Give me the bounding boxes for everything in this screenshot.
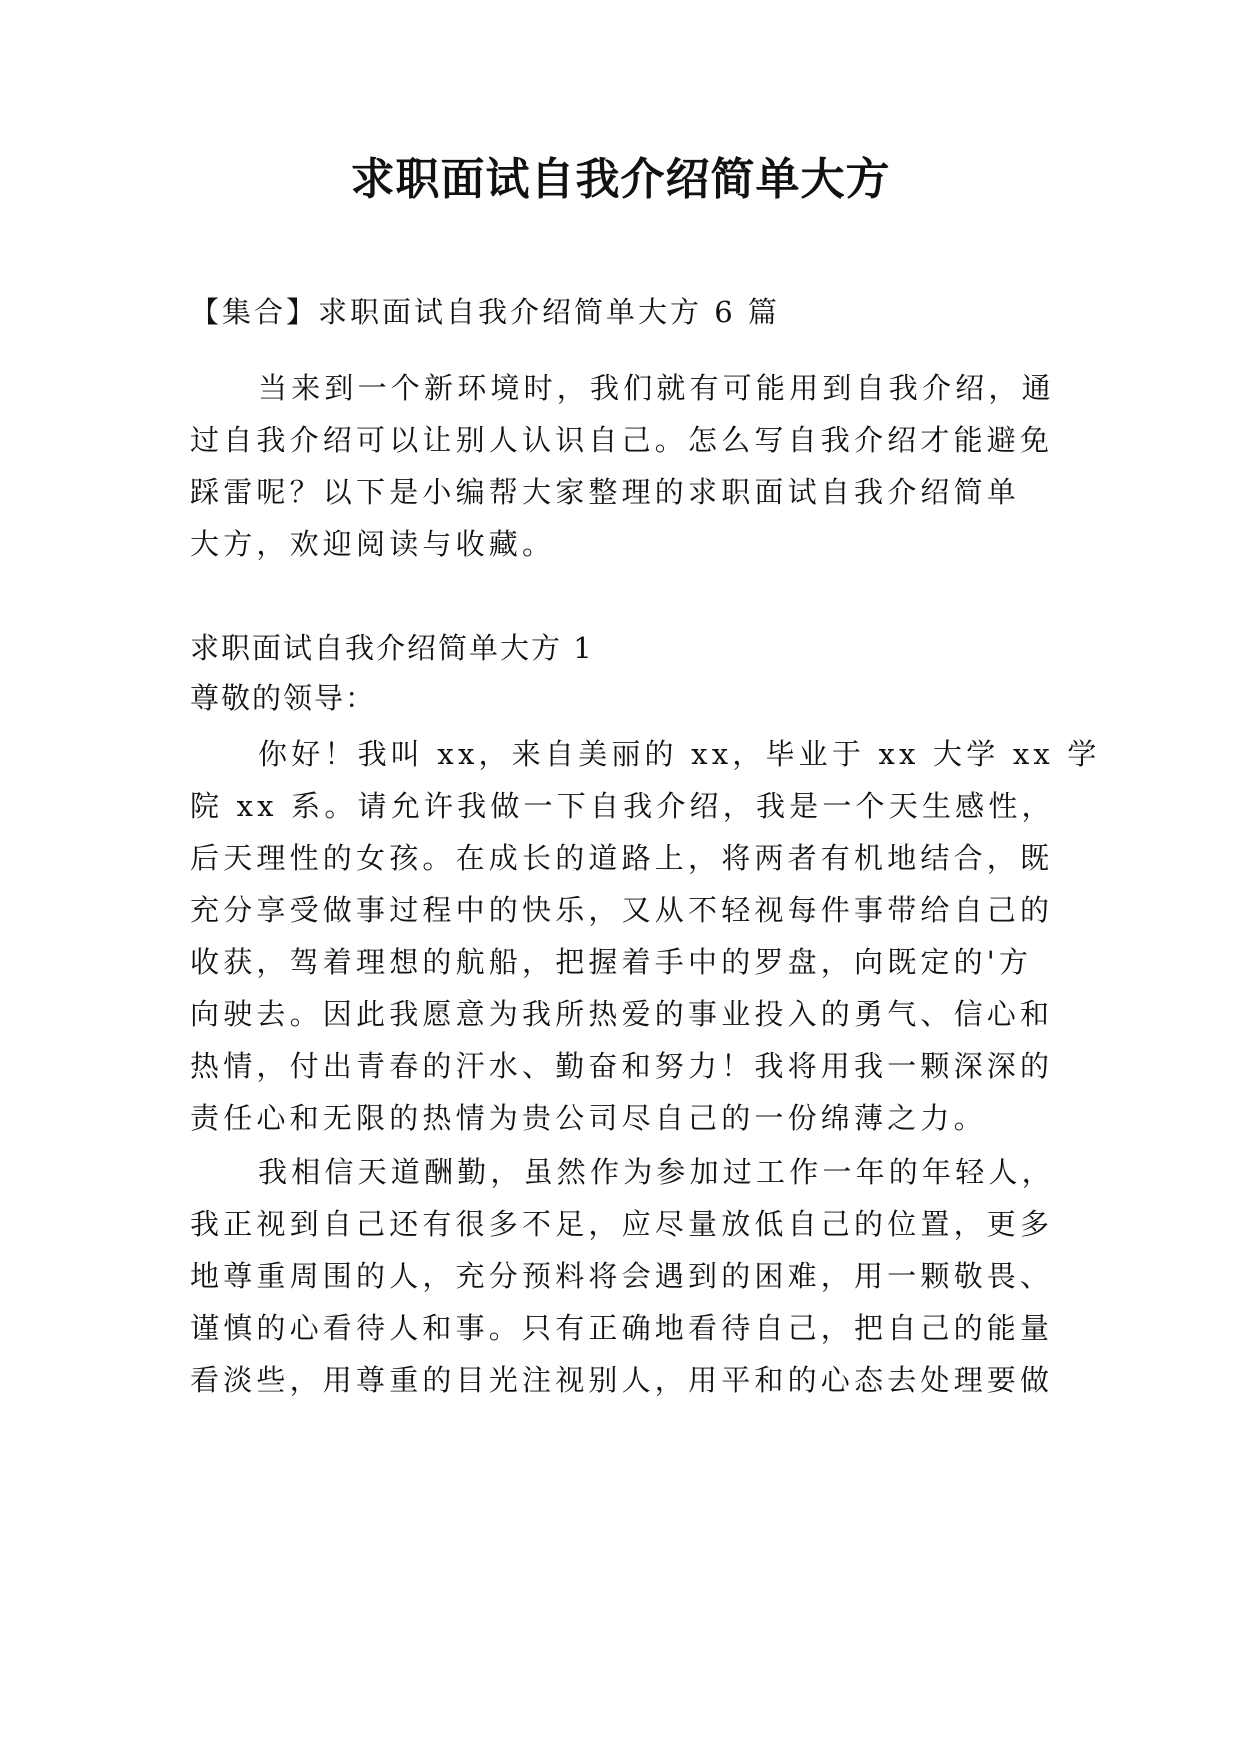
section-heading: 求职面试自我介绍简单大方 1 — [190, 631, 594, 665]
paragraph-line: 收获，驾着理想的航船，把握着手中的罗盘，向既定的'方 — [190, 945, 1033, 979]
document-title: 求职面试自我介绍简单大方 — [350, 154, 891, 205]
paragraph-line: 向驶去。因此我愿意为我所热爱的事业投入的勇气、信心和 — [190, 997, 1054, 1031]
paragraph-line: 责任心和无限的热情为贵公司尽自己的一份绵薄之力。 — [190, 1101, 987, 1135]
paragraph-line: 谨慎的心看待人和事。只有正确地看待自己，把自己的能量 — [190, 1311, 1054, 1345]
paragraph-line: 我相信天道酬勤，虽然作为参加过工作一年的年轻人， — [258, 1155, 1055, 1189]
salutation: 尊敬的领导： — [190, 681, 377, 715]
paragraph-line: 院 xx 系。请允许我做一下自我介绍，我是一个天生感性， — [190, 789, 1055, 823]
paragraph-line: 后天理性的女孩。在成长的道路上，将两者有机地结合，既 — [190, 841, 1054, 875]
paragraph-line: 热情，付出青春的汗水、勤奋和努力！我将用我一颗深深的 — [190, 1049, 1054, 1083]
paragraph-line: 你好！我叫 xx，来自美丽的 xx，毕业于 xx 大学 xx 学 — [258, 737, 1101, 771]
paragraph-line: 地尊重周围的人，充分预料将会遇到的困难，用一颗敬畏、 — [190, 1259, 1054, 1293]
paragraph-line: 我正视到自己还有很多不足，应尽量放低自己的位置，更多 — [190, 1207, 1054, 1241]
intro-line: 大方，欢迎阅读与收藏。 — [190, 527, 556, 561]
intro-line: 踩雷呢？以下是小编帮大家整理的求职面试自我介绍简单 — [190, 475, 1021, 509]
intro-line: 过自我介绍可以让别人认识自己。怎么写自我介绍才能避免 — [190, 423, 1054, 457]
paragraph-line: 充分享受做事过程中的快乐，又从不轻视每件事带给自己的 — [190, 893, 1054, 927]
document-subtitle: 【集合】求职面试自我介绍简单大方 6 篇 — [190, 295, 780, 329]
intro-line: 当来到一个新环境时，我们就有可能用到自我介绍，通 — [258, 371, 1055, 405]
paragraph-line: 看淡些，用尊重的目光注视别人，用平和的心态去处理要做 — [190, 1363, 1054, 1397]
